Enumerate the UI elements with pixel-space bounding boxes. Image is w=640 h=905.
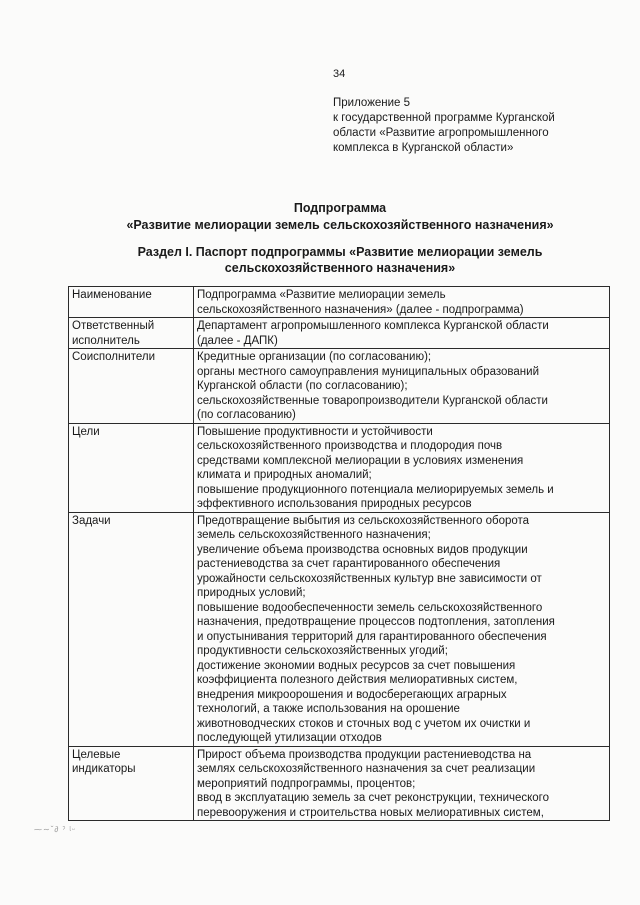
value-line: ввод в эксплуатацию земель за счет реконструкции, технического	[197, 792, 550, 804]
value-line: увеличение объема производства основных видов продукции	[197, 543, 528, 556]
passport-row	[69, 287, 610, 318]
passport-row-value	[194, 318, 610, 349]
appendix-line: области «Развитие агропромышленного	[333, 127, 549, 139]
value-line: Кредитные организации (по согласованию);	[197, 351, 432, 363]
value-line: внедрения микроорошения и водосберегающих аграрных	[197, 688, 507, 701]
passport-row-value	[194, 423, 610, 512]
page-number: 34	[333, 68, 346, 80]
passport-row-value	[194, 287, 610, 318]
value-line: сельскохозяйственного производства и плодородия почв	[197, 440, 503, 452]
passport-row-label	[69, 318, 194, 349]
value-line: Подпрограмма «Развитие мелиорации земель	[197, 289, 446, 301]
value-line: технологий, а также использования на орошение	[197, 703, 460, 715]
passport-row-value	[194, 349, 610, 424]
label-line: Ответственный	[72, 320, 155, 332]
value-line: урожайности сельскохозяйственных культур вне зависимости от	[197, 572, 542, 585]
value-line: природных условий;	[197, 587, 306, 599]
value-line: и опустынивания территорий для гарантированного обеспечения	[197, 630, 547, 643]
passport-row	[69, 512, 610, 746]
subprogram-heading: Подпрограмма	[293, 201, 387, 215]
passport-row-label	[69, 746, 194, 821]
passport-row-label	[69, 512, 194, 746]
label-line: Наименование	[72, 289, 152, 301]
appendix-note	[333, 96, 623, 156]
passport-row-value	[194, 512, 610, 746]
value-line: (далее - ДАПК)	[197, 334, 278, 347]
value-line: коэффициента полезного действия мелиоративных систем,	[197, 674, 518, 686]
value-line: Департамент агропромышленного комплекса Курганской области	[197, 320, 549, 332]
value-line: климата и природных аномалий;	[197, 469, 372, 481]
passport-table-body	[69, 287, 610, 821]
section-title-line: Раздел I. Паспорт подпрограммы «Развитие мелиорации земель	[137, 245, 543, 259]
passport-table	[68, 286, 610, 821]
appendix-line: Приложение 5	[333, 97, 411, 109]
label-line: Целевые	[72, 748, 121, 761]
label-line: Цели	[72, 425, 100, 438]
section-title	[40, 244, 640, 276]
value-line: эффективного использования природных ресурсов	[197, 498, 472, 510]
value-line: повышение продукционного потенциала мелиорируемых земель и	[197, 483, 554, 496]
value-line: Повышение продуктивности и устойчивости	[197, 425, 433, 438]
label-line: индикаторы	[72, 763, 136, 775]
passport-row	[69, 318, 610, 349]
appendix-line: к государственной программе Курганской	[333, 112, 555, 124]
value-line: последующей утилизации отходов	[197, 732, 382, 744]
label-line: Задачи	[72, 514, 111, 527]
value-line: Прирост объема производства продукции растениеводства на	[197, 748, 532, 761]
passport-row-value	[194, 746, 610, 821]
passport-row-label	[69, 287, 194, 318]
subprogram-title	[40, 200, 640, 234]
value-line: сельскохозяйственные товаропроизводители Курганской области	[197, 394, 548, 407]
value-line: продуктивности сельскохозяйственных угодий;	[197, 645, 448, 657]
value-line: животноводческих стоков и сточных вод с учетом их очистки и	[197, 717, 531, 730]
value-line: растениеводства за счет гарантированного обеспечения	[197, 558, 501, 570]
value-line: Курганской области (по согласованию);	[197, 380, 408, 392]
passport-row-label	[69, 349, 194, 424]
value-line: достижение экономии водных ресурсов за счет повышения	[197, 659, 516, 672]
value-line: повышение водообеспеченности земель сельскохозяйственного	[197, 601, 543, 614]
subprogram-name: «Развитие мелиорации земель сельскохозяйственного назначения»	[126, 218, 554, 232]
passport-row	[69, 349, 610, 424]
passport-row	[69, 746, 610, 821]
label-line: Соисполнители	[72, 351, 156, 363]
value-line: мероприятий подпрограммы, процентов;	[197, 777, 416, 790]
appendix-line: комплекса в Курганской области»	[333, 142, 514, 154]
section-title-line: сельскохозяйственного назначения»	[224, 261, 456, 275]
value-line: земель сельскохозяйственного назначения;	[197, 529, 431, 541]
value-line: землях сельскохозяйственного назначения за счет реализации	[197, 763, 536, 775]
value-line: средствами комплексной мелиорации в условиях изменения	[197, 454, 524, 467]
value-line: сельскохозяйственного назначения» (далее - подпрограмма)	[197, 303, 524, 316]
value-line: назначения, предотвращение процессов подтопления, затопления	[197, 616, 555, 628]
value-line: перевооружения и строительства новых мелиоративных систем,	[197, 806, 544, 819]
value-line: органы местного самоуправления муниципальных образований	[197, 365, 539, 378]
label-line: исполнитель	[72, 334, 140, 347]
value-line: Предотвращение выбытия из сельскохозяйственного оборота	[197, 514, 530, 527]
passport-row	[69, 423, 610, 512]
passport-row-label	[69, 423, 194, 512]
value-line: (по согласованию)	[197, 409, 296, 421]
margin-scribble: ⁓∼ˇ∂ ˀ ᶩᵕ	[34, 825, 76, 834]
